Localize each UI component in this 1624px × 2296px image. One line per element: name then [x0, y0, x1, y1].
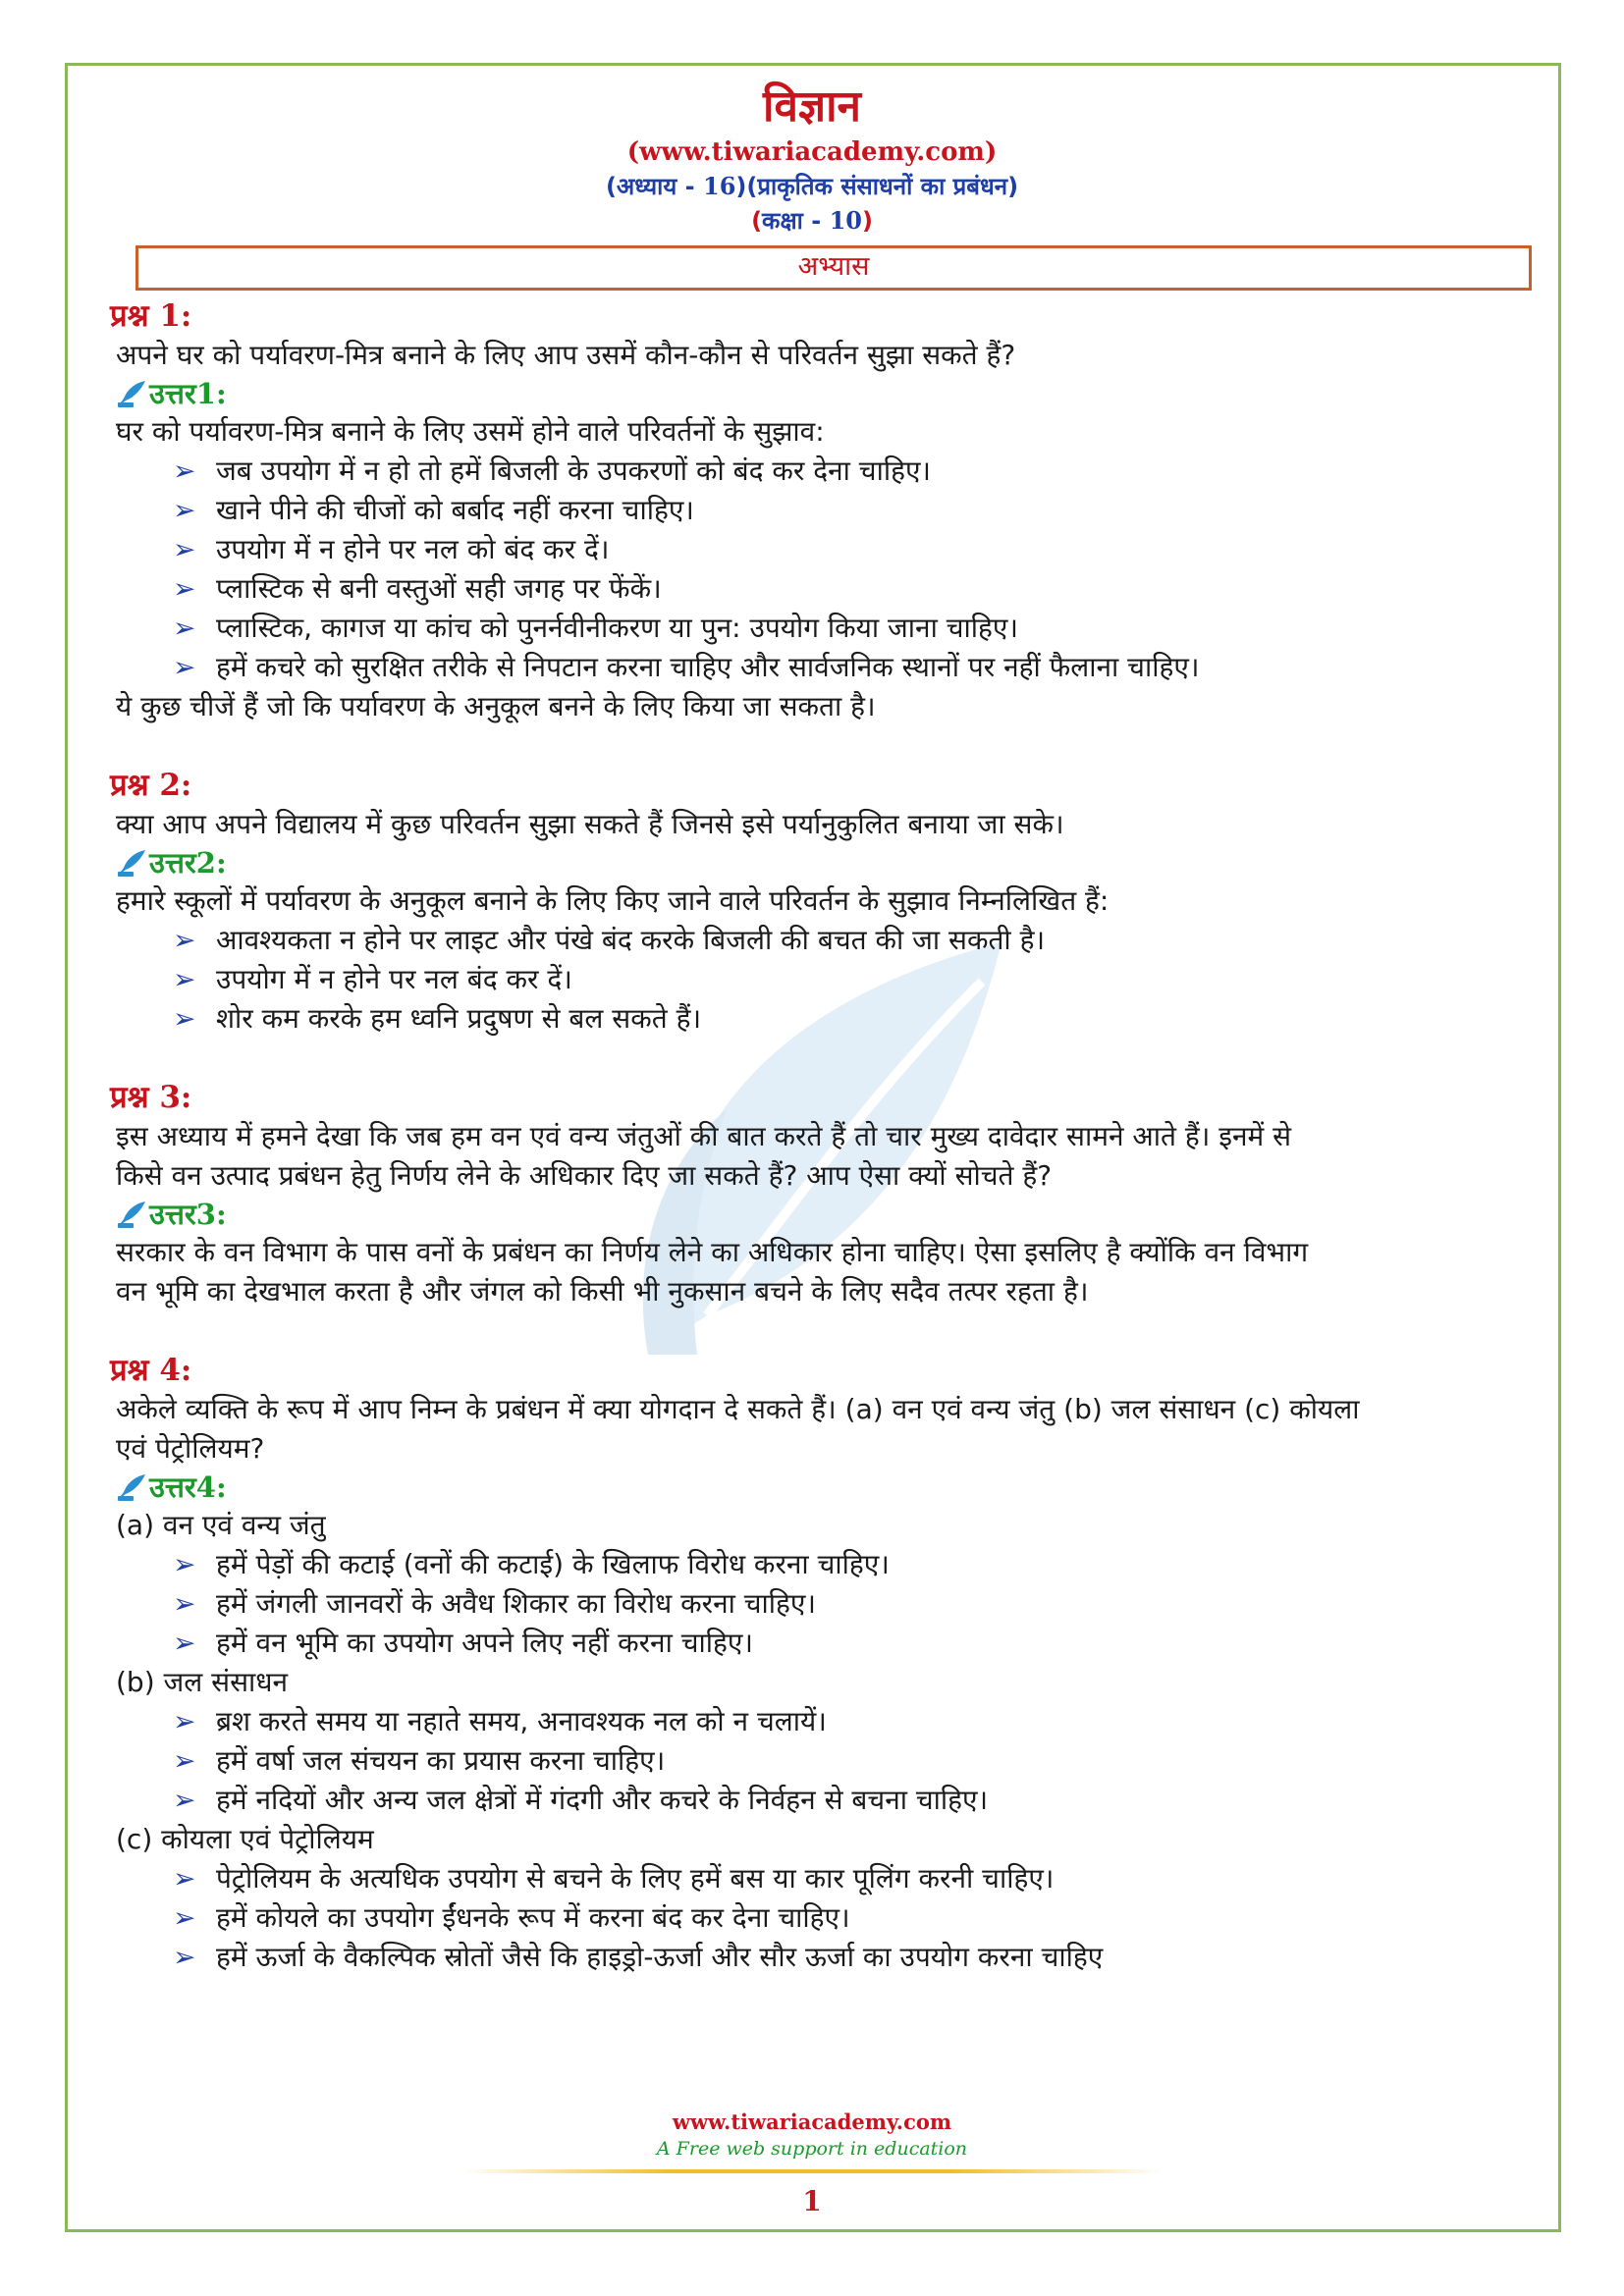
- answer-text-3-line-2: वन भूमि का देखभाल करता है और जंगल को किसी भी नुकसान बचने के लिए सदैव तत्पर रहता है।: [116, 1275, 1089, 1308]
- list-item-text: उपयोग में न होने पर नल को बंद कर दें।: [216, 533, 610, 565]
- quill-pen-icon: [116, 848, 147, 878]
- chapter-suffix: )(प्राकृतिक संसाधनों का प्रबंधन): [735, 173, 1019, 200]
- class-close: ): [861, 207, 873, 235]
- answer-list-2: [110, 921, 1524, 1039]
- page-header: [0, 79, 1624, 238]
- list-item: [171, 1624, 1524, 1663]
- answer-number: 2:: [195, 846, 227, 880]
- list-item: [171, 1702, 1524, 1741]
- question-text-3-line-2: किसे वन उत्पाद प्रबंधन हेतु निर्णय लेने के अधिकार दिए जा सकते हैं? आप ऐसा क्यों सोचते हैं?: [116, 1159, 1053, 1192]
- list-item-text: प्लास्टिक से बनी वस्तुओं सही जगह पर फेंकें।: [216, 572, 662, 605]
- list-item: [171, 1859, 1524, 1898]
- list-item-text: आवश्यकता न होने पर लाइट और पंखे बंद करके बिजली की बचत की जा सकती है।: [216, 924, 1046, 956]
- arrow-bullet-icon: ➢: [173, 494, 196, 526]
- chapter-number: 16: [703, 172, 736, 200]
- list-item-text: हमें पेड़ों की कटाई (वनों की कटाई) के खिलाफ विरोध करना चाहिए।: [216, 1548, 890, 1580]
- chapter-heading: [0, 169, 1624, 204]
- list-item: [171, 530, 1524, 569]
- list-item-text: हमें वन भूमि का उपयोग अपने लिए नहीं करना चाहिए।: [216, 1627, 753, 1659]
- quill-pen-icon: [116, 1200, 147, 1229]
- arrow-bullet-icon: ➢: [173, 533, 196, 565]
- answer-list-4a: [110, 1545, 1524, 1663]
- arrow-bullet-icon: ➢: [173, 1901, 196, 1934]
- question-number: 1:: [159, 298, 192, 334]
- arrow-bullet-icon: ➢: [173, 924, 196, 956]
- answer-list-4c: [110, 1859, 1524, 1977]
- list-item-text: हमें कचरे को सुरक्षित तरीके से निपटान करना चाहिए और सार्वजनिक स्थानों पर नहीं फैलाना चाहिए।: [216, 651, 1200, 683]
- list-item-text: हमें ऊर्जा के वैकल्पिक स्रोतों जैसे कि हाइड्रो-ऊर्जा और सौर ऊर्जा का उपयोग करना चाहिए: [216, 1941, 1104, 1973]
- arrow-bullet-icon: ➢: [173, 572, 196, 605]
- page-footer: [0, 2109, 1624, 2162]
- answer-group-title-c: (c) कोयला एवं पेट्रोलियम: [116, 1823, 374, 1855]
- list-item: [171, 1781, 1524, 1820]
- page-number: 1: [802, 2185, 822, 2217]
- list-item-text: हमें नदियों और अन्य जल क्षेत्रों में गंदगी और कचरे के निर्वहन से बचना चाहिए।: [216, 1784, 989, 1816]
- list-item: [171, 1938, 1524, 1977]
- arrow-bullet-icon: ➢: [173, 612, 196, 644]
- list-item: [171, 921, 1524, 960]
- list-item-text: खाने पीने की चीजों को बर्बाद नहीं करना चाहिए।: [216, 494, 694, 526]
- list-item-text: पेट्रोलियम के अत्यधिक उपयोग से बचने के लिए हमें बस या कार पूलिंग करनी चाहिए।: [216, 1862, 1055, 1895]
- class-number: 10: [829, 206, 862, 235]
- question-text-4-line-2: एवं पेट्रोलियम?: [116, 1432, 265, 1465]
- answer-intro-1: घर को पर्यावरण-मित्र बनाने के लिए उसमें होने वाले परिवर्तनों के सुझाव:: [116, 415, 825, 448]
- answer-list-4b: [110, 1702, 1524, 1820]
- list-item: [171, 452, 1524, 491]
- arrow-bullet-icon: ➢: [173, 1784, 196, 1816]
- list-item: [171, 1741, 1524, 1781]
- question-label: प्रश्न: [110, 1080, 160, 1115]
- question-heading-3: [110, 1078, 1524, 1117]
- arrow-bullet-icon: ➢: [173, 651, 196, 683]
- question-label: प्रश्न: [110, 768, 160, 803]
- class-open: (: [751, 207, 763, 235]
- answer-list-1: [110, 452, 1524, 687]
- answer-outro-1: ये कुछ चीजें हैं जो कि पर्यावरण के अनुकूल बनने के लिए किया जा सकता है।: [116, 690, 876, 722]
- class-label: कक्षा -: [762, 207, 830, 235]
- answer-label: उत्तर: [149, 846, 196, 880]
- arrow-bullet-icon: ➢: [173, 1627, 196, 1659]
- arrow-bullet-icon: ➢: [173, 454, 196, 487]
- answer-heading-3: [116, 1196, 1524, 1233]
- list-item: [171, 960, 1524, 999]
- answer-heading-4: [116, 1468, 1524, 1506]
- class-heading: [0, 204, 1624, 238]
- list-item: [171, 999, 1524, 1039]
- answer-intro-2: हमारे स्कूलों में पर्यावरण के अनुकूल बनाने के लिए किए जाने वाले परिवर्तन के सुझाव निम्नलिखित हैं:: [116, 884, 1110, 917]
- question-text-2: क्या आप अपने विद्यालय में कुछ परिवर्तन सुझा सकते हैं जिनसे इसे पर्यानुकुलित बनाया जा सके।: [116, 808, 1064, 840]
- question-text-4-line-1: अकेले व्यक्ति के रूप में आप निम्न के प्रबंधन में क्या योगदान दे सकते हैं। (a) वन एवं वन्य जंतु (b) जल संसाधन (c) कोयला: [116, 1393, 1360, 1425]
- list-item: [171, 1545, 1524, 1584]
- answer-label: उत्तर: [149, 1198, 196, 1231]
- quill-pen-icon: [116, 379, 147, 408]
- quill-pen-icon: [116, 1472, 147, 1502]
- footer-divider: [461, 2169, 1163, 2173]
- arrow-bullet-icon: ➢: [173, 1587, 196, 1620]
- question-text-3-line-1: इस अध्याय में हमने देखा कि जब हम वन एवं वन्य जंतुओं की बात करते हैं तो चार मुख्य दावेदार सामने आते हैं। इनमें से: [116, 1120, 1292, 1152]
- answer-number: 3:: [195, 1198, 227, 1231]
- question-heading-4: [110, 1351, 1524, 1390]
- section-title-box: अभ्यास: [135, 245, 1532, 291]
- answer-number: 1:: [195, 377, 227, 410]
- subject-title: विज्ञान: [763, 81, 861, 132]
- question-number: 3:: [159, 1080, 192, 1115]
- list-item-text: ब्रश करते समय या नहाते समय, अनावश्यक नल को न चलायें।: [216, 1705, 827, 1737]
- question-label: प्रश्न: [110, 298, 160, 334]
- question-text-1: अपने घर को पर्यावरण-मित्र बनाने के लिए आप उसमें कौन-कौन से परिवर्तन सुझा सकते हैं?: [116, 339, 1016, 371]
- question-number: 2:: [159, 768, 192, 803]
- list-item-text: हमें कोयले का उपयोग ईंधनके रूप में करना बंद कर देना चाहिए।: [216, 1901, 850, 1934]
- list-item: [171, 569, 1524, 609]
- arrow-bullet-icon: ➢: [173, 1705, 196, 1737]
- arrow-bullet-icon: ➢: [173, 963, 196, 995]
- list-item: [171, 1898, 1524, 1938]
- arrow-bullet-icon: ➢: [173, 1941, 196, 1973]
- questions-content: [110, 296, 1524, 1977]
- list-item: [171, 1584, 1524, 1624]
- question-number: 4:: [159, 1353, 192, 1388]
- chapter-prefix: (अध्याय -: [605, 173, 703, 200]
- answer-heading-1: [116, 375, 1524, 412]
- list-item-text: जब उपयोग में न हो तो हमें बिजली के उपकरणों को बंद कर देना चाहिए।: [216, 454, 932, 487]
- arrow-bullet-icon: ➢: [173, 1744, 196, 1777]
- question-heading-1: [110, 296, 1524, 336]
- question-heading-2: [110, 766, 1524, 805]
- answer-number: 4:: [195, 1470, 227, 1504]
- answer-group-title-a: (a) वन एवं वन्य जंतु: [116, 1509, 326, 1541]
- list-item-text: हमें वर्षा जल संचयन का प्रयास करना चाहिए।: [216, 1744, 666, 1777]
- list-item-text: प्लास्टिक, कागज या कांच को पुनर्नवीनीकरण या पुन: उपयोग किया जाना चाहिए।: [216, 612, 1018, 644]
- arrow-bullet-icon: ➢: [173, 1002, 196, 1035]
- list-item: [171, 609, 1524, 648]
- list-item-text: शोर कम करके हम ध्वनि प्रदुषण से बल सकते हैं।: [216, 1002, 702, 1035]
- answer-label: उत्तर: [149, 377, 196, 410]
- list-item: [171, 491, 1524, 530]
- answer-heading-2: [116, 844, 1524, 881]
- question-label: प्रश्न: [110, 1353, 160, 1388]
- answer-group-title-b: (b) जल संसाधन: [116, 1666, 289, 1698]
- footer-site-link[interactable]: www.tiwariacademy.com: [672, 2109, 952, 2134]
- list-item-text: उपयोग में न होने पर नल बंद कर दें।: [216, 963, 572, 995]
- header-site-link[interactable]: (www.tiwariacademy.com): [626, 137, 998, 167]
- list-item-text: हमें जंगली जानवरों के अवैध शिकार का विरोध करना चाहिए।: [216, 1587, 817, 1620]
- answer-text-3-line-1: सरकार के वन विभाग के पास वनों के प्रबंधन का निर्णय लेने का अधिकार होना चाहिए। ऐसा इसलिए है क्योंकि वन विभाग: [116, 1236, 1309, 1268]
- answer-label: उत्तर: [149, 1470, 196, 1504]
- list-item: [171, 648, 1524, 687]
- arrow-bullet-icon: ➢: [173, 1548, 196, 1580]
- arrow-bullet-icon: ➢: [173, 1862, 196, 1895]
- footer-tagline: A Free web support in education: [656, 2138, 968, 2160]
